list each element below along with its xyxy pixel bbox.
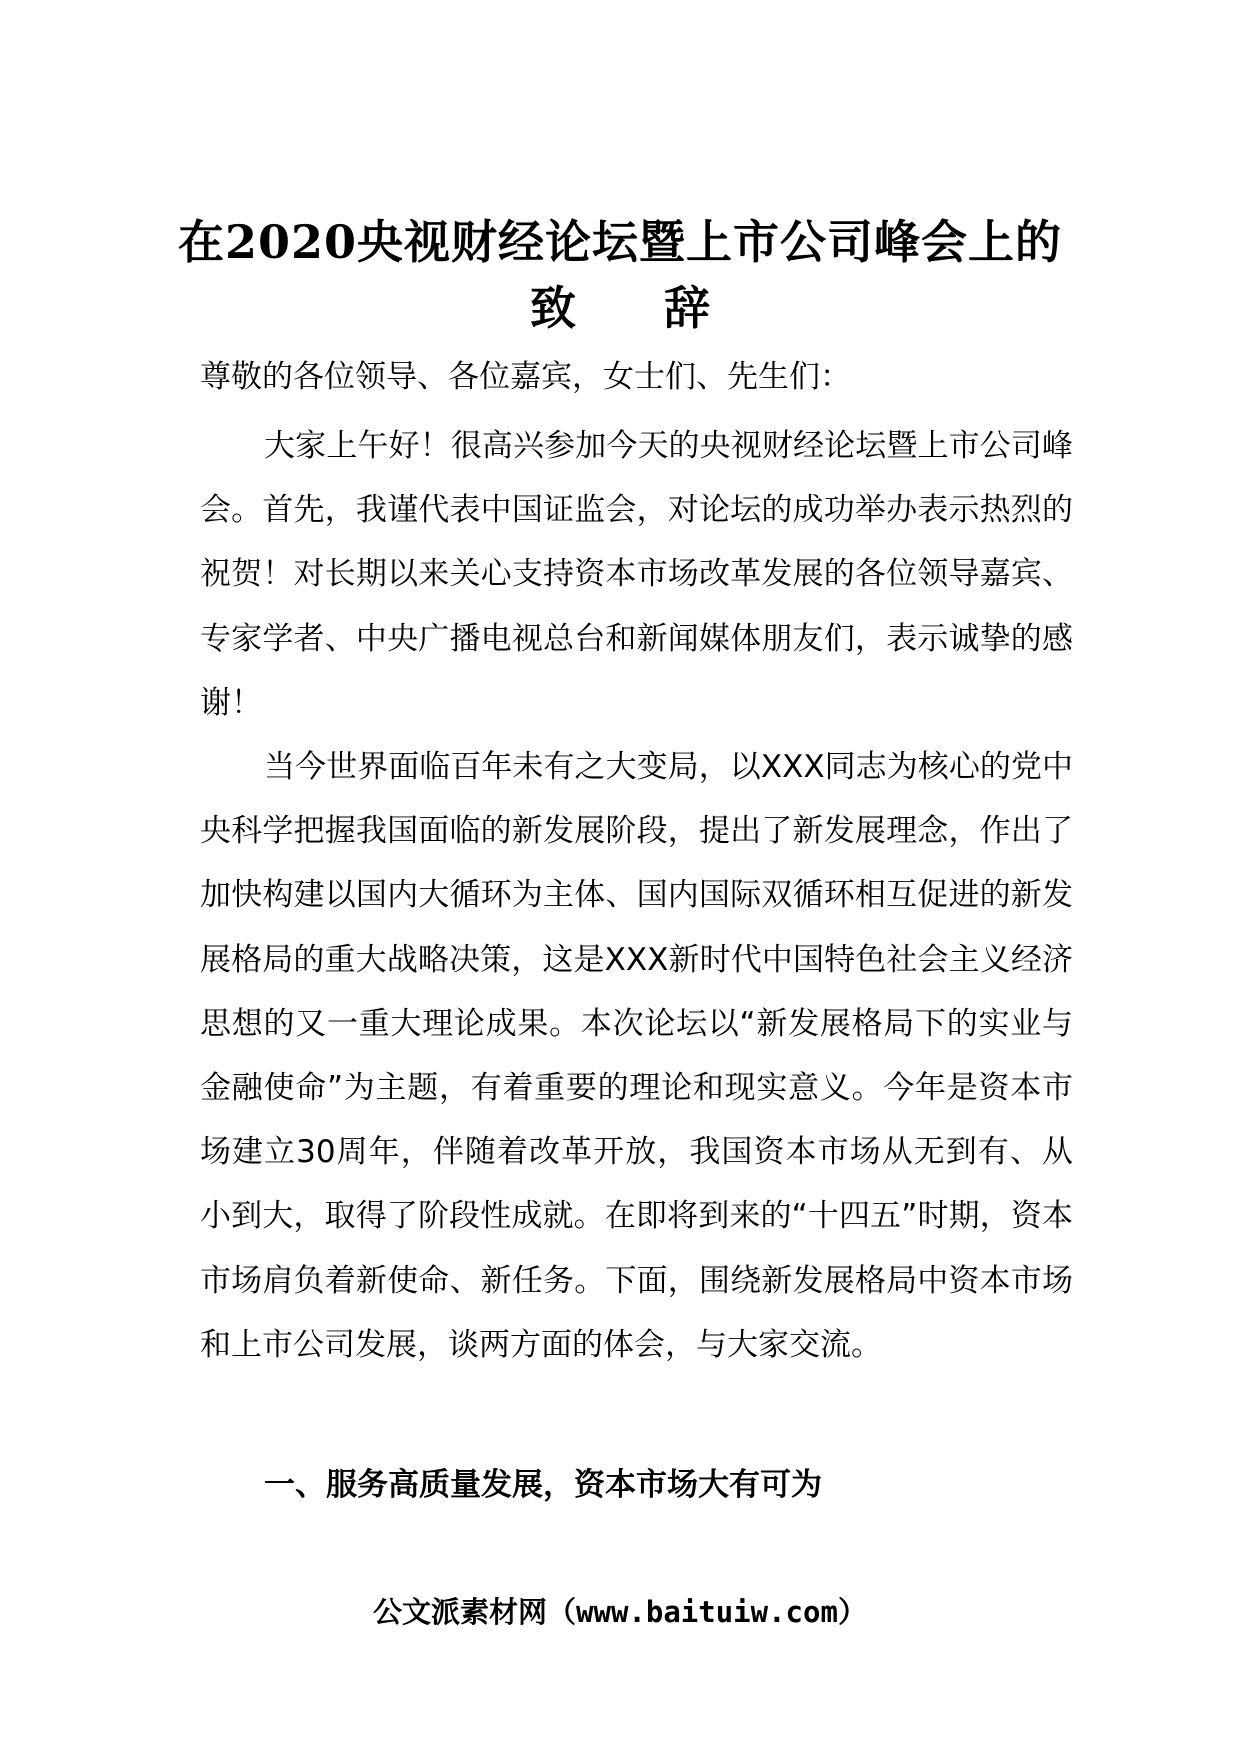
title-char-2: 辞 [664, 281, 710, 335]
footer-watermark [150, 1590, 1090, 1634]
section-heading-1: 一、服务高质量发展，资本市场大有可为 [264, 1467, 822, 1503]
footer-site-url: www.baituiw.com [576, 1595, 838, 1629]
body-paragraph-1: 大家上午好！很高兴参加今天的央视财经论坛暨上市公司峰会。首先，我谨代表中国证监会，对论坛的成功举办表示热烈的祝贺！对长期以来关心支持资本市场改革发展的各位领导嘉宾、专家学者、中央广播电视总台和新闻媒体朋友们，表示诚挚的感谢！ [200, 428, 1073, 721]
footer-site-name: 公文派素材网（ [373, 1595, 577, 1629]
document-title-line-2 [150, 278, 1090, 338]
document-title-line-1: 在2020央视财经论坛暨上市公司峰会上的 [177, 215, 1063, 269]
title-char-1: 致 [530, 281, 576, 335]
footer-close-paren: ） [837, 1595, 867, 1629]
body-paragraph-2: 当今世界面临百年未有之大变局，以XXX同志为核心的党中央科学把握我国面临的新发展阶段，提出了新发展理念，作出了加快构建以国内大循环为主体、国内国际双循环相互促进的新发展格局的重大战略决策，这是XXX新时代中国特色社会主义经济思想的又一重大理论成果。本次论坛以“新发展格局下的实业与金融使命”为主题，有着重要的理论和现实意义。今年是资本市场建立30周年，伴随着改革开放，我国资本市场从无到有、从小到大，取得了阶段性成就。在即将到来的“十四五”时期，资本市场肩负着新使命、新任务。下面，围绕新发展格局中资本市场和上市公司发展，谈两方面的体会，与大家交流。 [200, 749, 1073, 1363]
salutation: 尊敬的各位领导、各位嘉宾，女士们、先生们： [200, 359, 851, 395]
